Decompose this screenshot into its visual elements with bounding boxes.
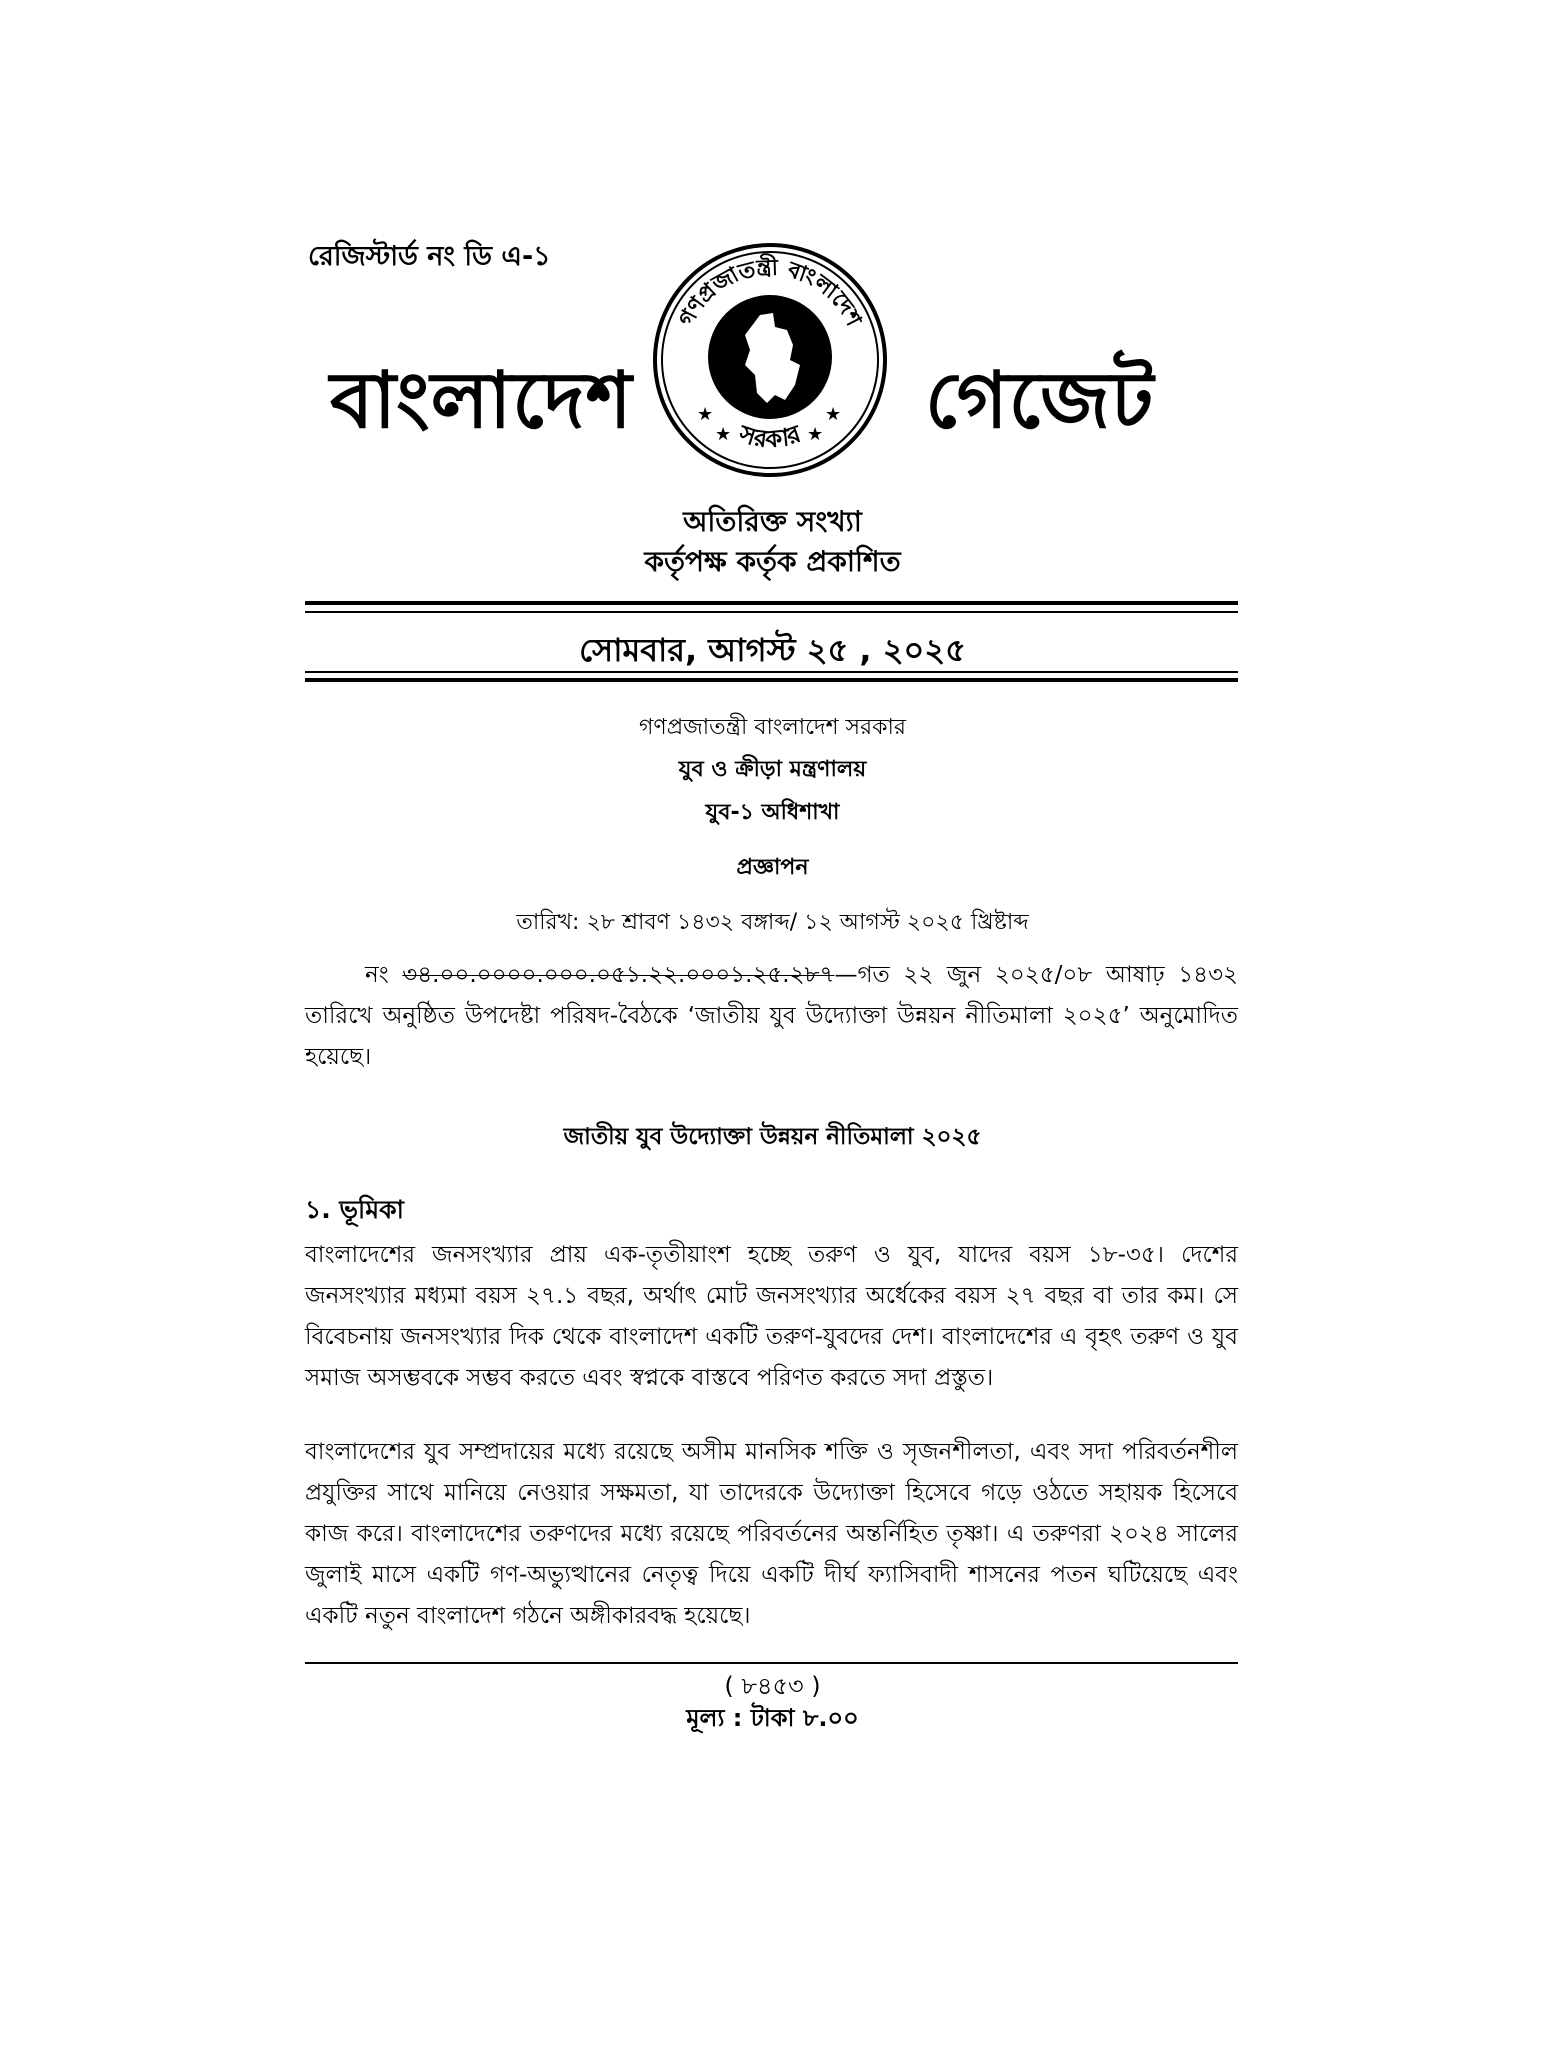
ministry-name: যুব ও ক্রীড়া মন্ত্রণালয় [678,757,867,782]
svg-text:★: ★ [825,404,842,425]
footer-rule [305,1662,1238,1664]
notice-body-text: —গত ২২ জুন ২০২৫/০৮ আষাঢ় ১৪৩২ তারিখে অনুষ্ঠিত উপদেষ্টা পরিষদ-বৈঠকে ‘জাতীয় যুব উদ্যোক্তা উন্নয়ন নীতিমালা ২০২৫’ অনুমোদিত হয়েছে। [305,962,1238,1070]
reference-number: ৩৪.০০.০০০০.০০০.০৫১.২২.০০০১.২৫.২৮৭ [402,962,835,988]
paragraph-2: বাংলাদেশের যুব সম্প্রদায়ের মধ্যে রয়েছে অসীম মানসিক শক্তি ও সৃজনশীলতা, এবং সদা পরিবর্তনশীল প্রযুক্তির সাথে মানিয়ে নেওয়ার সক্ষমতা, যা তাদেরকে উদ্যোক্তা হিসেবে গড়ে ওঠতে সহায়ক হিসেবে কাজ করে। বাংলাদেশের তরুণদের মধ্যে রয়েছে পরিবর্তনের অন্তর্নিহিত তৃষ্ণা। এ তরুণরা ২০২৪ সালের জুলাই মাসে একটি গণ-অভ্যুত্থানের নেতৃত্ব দিয়ে একটি দীর্ঘ ফ্যাসিবাদী শাসনের পতন ঘটিয়েছে এবং একটি নতুন বাংলাদেশ গঠনে অঙ্গীকারবদ্ধ হয়েছে। [305,1439,1238,1629]
extra-issue-label: অতিরিক্ত সংখ্যা [683,505,862,538]
notice-date: তারিখ: ২৮ শ্রাবণ ১৪৩২ বঙ্গাব্দ/ ১২ আগস্ট ২০২৫ খ্রিষ্টাব্দ [516,910,1029,935]
header-rule-top [305,601,1238,605]
svg-text:★: ★ [715,424,732,445]
wing-name: যুব-১ অধিশাখা [705,800,840,825]
notice-type: প্রজ্ঞাপন [736,855,809,880]
notice-body [305,955,1238,1078]
header-rule-bottom [305,678,1238,682]
svg-text:সরকার: সরকার [735,419,805,454]
header-rule-top-thin [305,611,1238,613]
paragraph-1: বাংলাদেশের জনসংখ্যার প্রায় এক-তৃতীয়াংশ হচ্ছে তরুণ ও যুব, যাদের বয়স ১৮-৩৫। দেশের জনসংখ্যার মধ্যমা বয়স ২৭.১ বছর, অর্থাৎ মোট জনসংখ্যার অর্ধেকের বয়স ২৭ বছর বা তার কম। সে বিবেচনায় জনসংখ্যার দিক থেকে বাংলাদেশ একটি তরুণ-যুবদের দেশ। বাংলাদেশের এ বৃহৎ তরুণ ও যুব সমাজ অসম্ভবকে সম্ভব করতে এবং স্বপ্নকে বাস্তবে পরিণত করতে সদা প্রস্তুত। [305,1242,1238,1391]
section-1-heading: ১. ভূমিকা [305,1195,404,1224]
page-number: ( ৮৪৫৩ ) [724,1672,821,1700]
government-seal-icon [645,235,895,485]
reference-prefix: নং [365,962,403,988]
header-rule-bottom-thin [305,671,1238,673]
svg-text:গণপ্রজাতন্ত্রী বাংলাদেশ: গণপ্রজাতন্ত্রী বাংলাদেশ [674,255,866,331]
registered-number: রেজিস্টার্ড নং ডি এ-১ [308,241,551,272]
policy-title: জাতীয় যুব উদ্যোক্তা উন্নয়ন নীতিমালা ২০২৫ [563,1124,982,1150]
masthead-title-left: বাংলাদেশ [330,356,633,446]
published-by-label: কর্তৃপক্ষ কর্তৃক প্রকাশিত [644,545,901,578]
svg-text:★: ★ [697,404,714,425]
issue-date: সোমবার, আগস্ট ২৫ , ২০২৫ [579,631,966,669]
svg-text:★: ★ [807,424,824,445]
government-name: গণপ্রজাতন্ত্রী বাংলাদেশ সরকার [638,715,907,740]
masthead-title-right: গেজেট [925,356,1155,446]
price-label: মূল্য : টাকা ৮.০০ [686,1704,859,1732]
